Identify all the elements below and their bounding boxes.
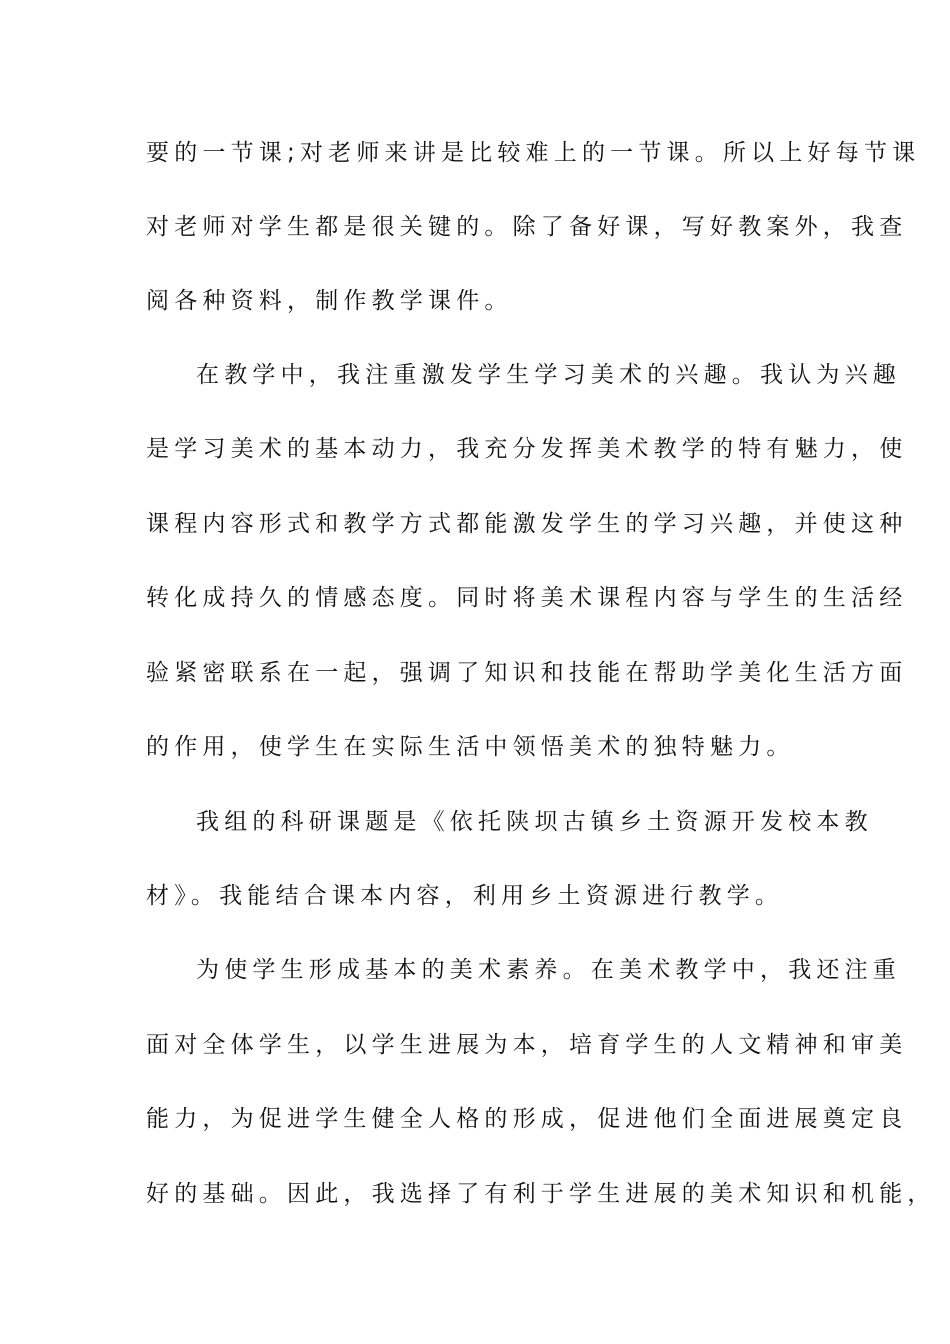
text-line: 对老师对学生都是很关键的。除了备好课，写好教案外，我查: [146, 214, 908, 240]
text-line: 的作用，使学生在实际生活中领悟美术的独特魅力。: [146, 734, 795, 760]
text-line: 能力，为促进学生健全人格的形成，促进他们全面进展奠定良: [146, 1106, 908, 1132]
text-line: 是学习美术的基本动力，我充分发挥美术教学的特有魅力，使: [146, 436, 908, 462]
text-line: 好的基础。因此，我选择了有利于学生进展的美术知识和机能，: [146, 1181, 936, 1207]
paragraph-start-line: 为使学生形成基本的美术素养。在美术教学中，我还注重: [196, 957, 901, 983]
text-line: 材》。我能结合课本内容，利用乡土资源进行教学。: [146, 883, 784, 909]
text-line: 转化成持久的情感态度。同时将美术课程内容与学生的生活经: [146, 585, 908, 611]
paragraph-start-line: 我组的科研课题是《依托陕坝古镇乡土资源开发校本教: [196, 809, 873, 835]
text-line: 验紧密联系在一起，强调了知识和技能在帮助学美化生活方面: [146, 660, 908, 686]
text-line: 要的一节课;对老师来讲是比较难上的一节课。所以上好每节课: [146, 140, 921, 166]
paragraph-start-line: 在教学中，我注重激发学生学习美术的兴趣。我认为兴趣: [196, 362, 901, 388]
text-line: 阅各种资料，制作教学课件。: [146, 288, 513, 314]
text-line: 面对全体学生，以学生进展为本，培育学生的人文精神和审美: [146, 1032, 908, 1058]
text-line: 课程内容形式和教学方式都能激发学生的学习兴趣，并使这种: [146, 511, 908, 537]
